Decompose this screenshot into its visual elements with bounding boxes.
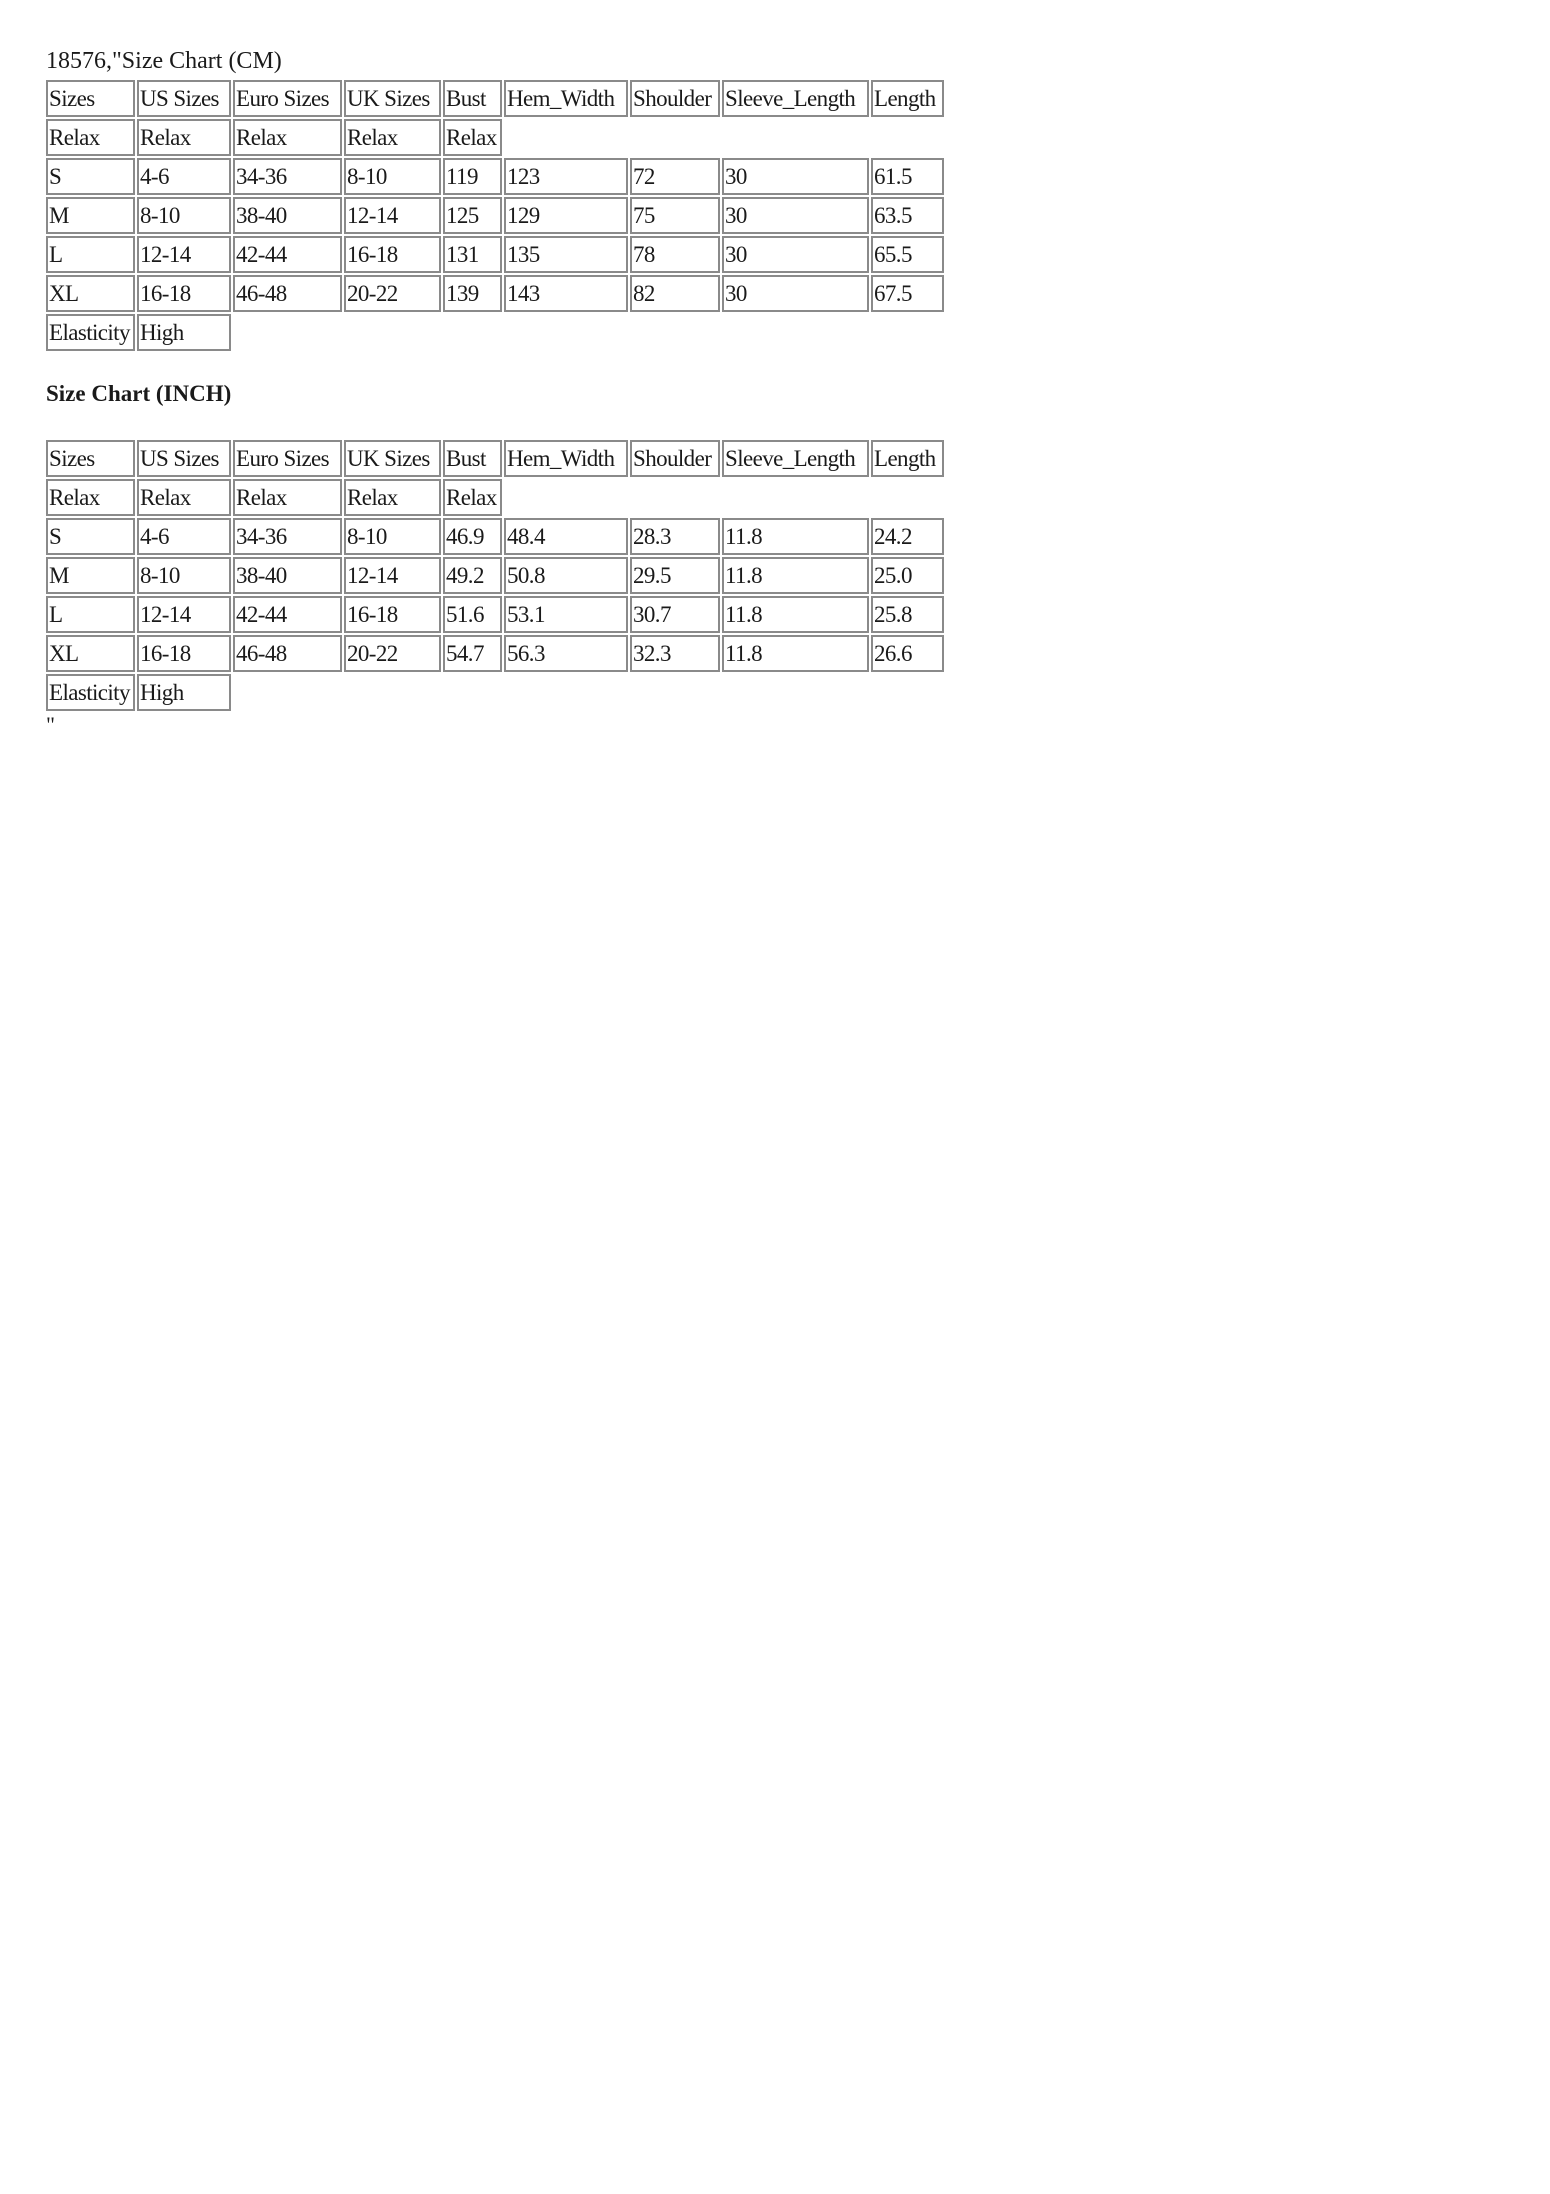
table-cell: 29.5 — [630, 557, 720, 594]
header-cell: Shoulder — [630, 80, 720, 117]
table-cell: 26.6 — [871, 635, 944, 672]
header-cell: Sizes — [46, 440, 135, 477]
inch-chart-title: Size Chart (INCH) — [46, 381, 232, 406]
table-cell: 56.3 — [504, 635, 628, 672]
table-cell: 63.5 — [871, 197, 944, 234]
table-cell: 125 — [443, 197, 502, 234]
table-cell: 11.8 — [722, 518, 869, 555]
table-cell: 20-22 — [344, 275, 441, 312]
table-cell: 49.2 — [443, 557, 502, 594]
table-cell: 30.7 — [630, 596, 720, 633]
table-cell: 48.4 — [504, 518, 628, 555]
relax-cell: Relax — [46, 119, 135, 156]
table-cell: 53.1 — [504, 596, 628, 633]
table-cell: 11.8 — [722, 635, 869, 672]
table-cell: 50.8 — [504, 557, 628, 594]
relax-row — [46, 479, 944, 516]
table-cell: 8-10 — [344, 158, 441, 195]
header-cell: UK Sizes — [344, 80, 441, 117]
header-cell: Sizes — [46, 80, 135, 117]
header-cell: Euro Sizes — [233, 440, 342, 477]
table-cell: 30 — [722, 158, 869, 195]
closing-quote: " — [46, 712, 55, 737]
table-cell: 28.3 — [630, 518, 720, 555]
header-cell: Hem_Width — [504, 440, 628, 477]
document-page — [46, 46, 1506, 737]
header-cell: Length — [871, 80, 944, 117]
header-cell: Hem_Width — [504, 80, 628, 117]
table-cell: 4-6 — [137, 518, 231, 555]
table-cell: 8-10 — [344, 518, 441, 555]
table-cell: 11.8 — [722, 557, 869, 594]
relax-cell: Relax — [344, 479, 441, 516]
table-cell: 34-36 — [233, 158, 342, 195]
table-cell: 119 — [443, 158, 502, 195]
table-cell: 75 — [630, 197, 720, 234]
elasticity-label: Elasticity — [46, 314, 135, 351]
table-cell: 38-40 — [233, 197, 342, 234]
cm-size-table — [44, 78, 946, 353]
table-cell: 54.7 — [443, 635, 502, 672]
table-cell: 24.2 — [871, 518, 944, 555]
table-cell: M — [46, 557, 135, 594]
elasticity-value: High — [137, 674, 231, 711]
header-cell: US Sizes — [137, 440, 231, 477]
table-cell: 143 — [504, 275, 628, 312]
header-cell: Length — [871, 440, 944, 477]
table-cell: XL — [46, 635, 135, 672]
table-cell: 12-14 — [137, 596, 231, 633]
table-cell: XL — [46, 275, 135, 312]
table-row — [46, 518, 944, 555]
table-cell: 38-40 — [233, 557, 342, 594]
table-cell: 42-44 — [233, 596, 342, 633]
table-cell: M — [46, 197, 135, 234]
header-cell: Shoulder — [630, 440, 720, 477]
header-cell: Sleeve_Length — [722, 440, 869, 477]
relax-cell: Relax — [137, 119, 231, 156]
relax-cell: Relax — [137, 479, 231, 516]
table-cell: S — [46, 158, 135, 195]
table-cell: 25.8 — [871, 596, 944, 633]
table-cell: 78 — [630, 236, 720, 273]
table-cell: 16-18 — [344, 236, 441, 273]
cm-chart-title: 18576,"Size Chart (CM) — [46, 48, 282, 74]
empty-cell — [504, 119, 944, 156]
table-cell: 61.5 — [871, 158, 944, 195]
empty-cell — [233, 674, 944, 711]
table-cell: 8-10 — [137, 197, 231, 234]
table-cell: 123 — [504, 158, 628, 195]
relax-cell: Relax — [46, 479, 135, 516]
header-cell: Bust — [443, 80, 502, 117]
relax-cell: Relax — [443, 119, 502, 156]
table-cell: 82 — [630, 275, 720, 312]
table-cell: 12-14 — [344, 557, 441, 594]
table-cell: L — [46, 236, 135, 273]
table-cell: 16-18 — [344, 596, 441, 633]
elasticity-row — [46, 314, 944, 351]
table-cell: 32.3 — [630, 635, 720, 672]
table-cell: 16-18 — [137, 635, 231, 672]
table-cell: 16-18 — [137, 275, 231, 312]
header-cell: UK Sizes — [344, 440, 441, 477]
table-cell: 11.8 — [722, 596, 869, 633]
header-cell: Sleeve_Length — [722, 80, 869, 117]
header-cell: Bust — [443, 440, 502, 477]
table-cell: 42-44 — [233, 236, 342, 273]
table-cell: 34-36 — [233, 518, 342, 555]
elasticity-label: Elasticity — [46, 674, 135, 711]
empty-cell — [504, 479, 944, 516]
table-row — [46, 596, 944, 633]
table-cell: 46.9 — [443, 518, 502, 555]
elasticity-value: High — [137, 314, 231, 351]
table-cell: 46-48 — [233, 635, 342, 672]
table-row — [46, 557, 944, 594]
table-cell: 30 — [722, 236, 869, 273]
table-cell: 135 — [504, 236, 628, 273]
relax-cell: Relax — [344, 119, 441, 156]
table-cell: 12-14 — [344, 197, 441, 234]
table-cell: 30 — [722, 197, 869, 234]
header-cell: Euro Sizes — [233, 80, 342, 117]
inch-size-table — [44, 438, 946, 713]
elasticity-row — [46, 674, 944, 711]
table-cell: 129 — [504, 197, 628, 234]
table-cell: 139 — [443, 275, 502, 312]
table-cell: 72 — [630, 158, 720, 195]
header-cell: US Sizes — [137, 80, 231, 117]
empty-cell — [233, 314, 944, 351]
table-row — [46, 158, 944, 195]
relax-row — [46, 119, 944, 156]
table-row — [46, 197, 944, 234]
table-row — [46, 635, 944, 672]
relax-cell: Relax — [233, 119, 342, 156]
table-cell: 20-22 — [344, 635, 441, 672]
table-cell: 67.5 — [871, 275, 944, 312]
table-cell: L — [46, 596, 135, 633]
relax-cell: Relax — [443, 479, 502, 516]
table-cell: 131 — [443, 236, 502, 273]
table-cell: 30 — [722, 275, 869, 312]
relax-cell: Relax — [233, 479, 342, 516]
table-cell: 25.0 — [871, 557, 944, 594]
table-cell: 46-48 — [233, 275, 342, 312]
table-cell: 8-10 — [137, 557, 231, 594]
table-header-row — [46, 80, 944, 117]
table-cell: 65.5 — [871, 236, 944, 273]
table-row — [46, 236, 944, 273]
table-row — [46, 275, 944, 312]
table-cell: 4-6 — [137, 158, 231, 195]
table-cell: S — [46, 518, 135, 555]
table-cell: 51.6 — [443, 596, 502, 633]
table-cell: 12-14 — [137, 236, 231, 273]
table-header-row — [46, 440, 944, 477]
